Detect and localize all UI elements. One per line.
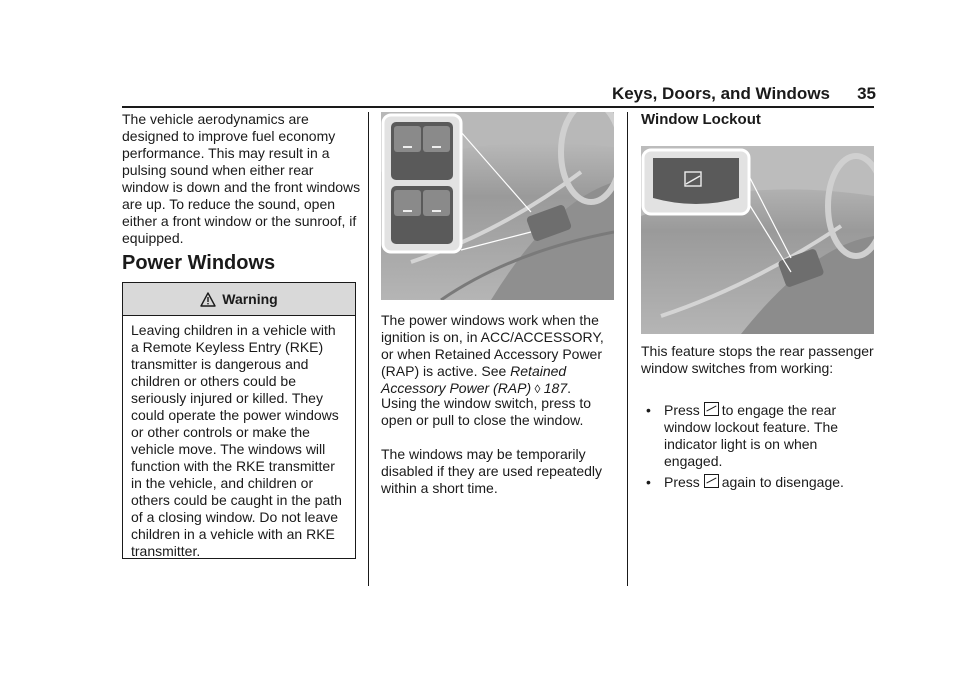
bullet-press-word: Press <box>664 402 700 418</box>
bullet-marker: • <box>646 474 651 490</box>
section-heading-window-lockout: Window Lockout <box>641 111 761 128</box>
intro-paragraph: The vehicle aerodynamics are designed to improve fuel economy performance. This may result in a pulsing sound when either rear window is down and the front windows are up. To reduce the sound, open either a front window or the sunroof, if equipped. <box>122 111 361 246</box>
window-lockout-description: This feature stops the rear passenger window switches from working: <box>641 343 874 376</box>
bullet-press-word: Press <box>664 474 700 490</box>
page-reference-icon: ◊ <box>531 382 544 396</box>
power-windows-paragraph-2: Using the window switch, press to open or pull to close the window. <box>381 395 592 428</box>
power-windows-paragraph-1 <box>381 312 617 398</box>
list-item <box>646 474 876 491</box>
bullet-rest-text: again to disengage. <box>721 474 844 490</box>
header-rule <box>122 106 874 108</box>
para1-end: . <box>567 380 572 396</box>
bullet-text <box>664 402 876 470</box>
section-heading-power-windows: Power Windows <box>122 252 276 274</box>
warning-text: Leaving children in a vehicle with a Remote Keyless Entry (RKE) transmitter is dangerous and children or others could be seriously injured or killed. They could operate the power windows or other controls or make the vehicle move. The windows will function with the RKE transmitter in the vehicle, and children or others could be caught in the path of a closing window. Do not leave children in a vehicle with an RKE transmitter. <box>131 322 342 559</box>
rap-page-number[interactable]: 187 <box>543 380 568 396</box>
column-divider-left <box>368 112 369 586</box>
window-lockout-photo <box>641 146 874 334</box>
column-divider-right <box>627 112 628 586</box>
bullet-text <box>664 474 876 491</box>
bullet-rest-text: to engage the rear window lockout feature. The indicator light is on when engaged. <box>664 402 839 469</box>
window-lockout-icon <box>704 474 719 488</box>
warning-box <box>122 282 356 559</box>
window-lockout-icon <box>704 402 719 416</box>
warning-header <box>123 283 355 316</box>
list-item <box>646 402 876 470</box>
power-window-switch-photo <box>381 112 614 300</box>
rap-reference-link[interactable]: Retained Accessory Power (RAP) <box>381 363 567 396</box>
warning-label: Warning <box>222 291 278 307</box>
warning-triangle-icon <box>200 292 216 307</box>
bullet-marker: • <box>646 402 651 418</box>
page-number: 35 <box>857 84 876 103</box>
para1-text: The power windows work when the ignition is on, in ACC/ACCESSORY, or when Retained Accessory Power (RAP) is active. See <box>381 312 604 379</box>
section-title: Keys, Doors, and Windows <box>611 84 830 103</box>
power-windows-paragraph-3: The windows may be temporarily disabled if they are used repeatedly within a short time. <box>381 446 603 496</box>
